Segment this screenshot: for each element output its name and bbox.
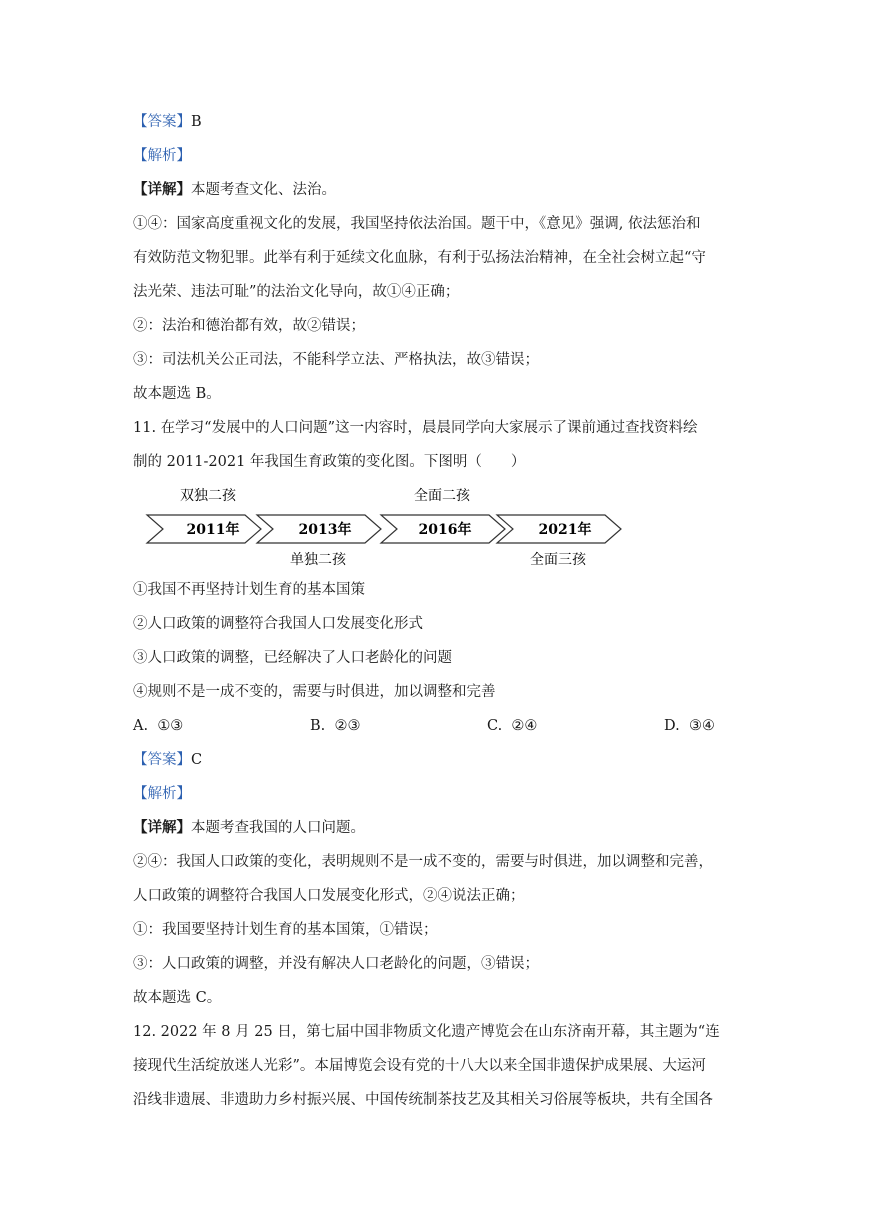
q10-detail-text-4: ②：法治和德治都有效，故②错误； <box>133 318 365 334</box>
option-a-text: ①③ <box>157 718 184 734</box>
q10-detail-text-2: 有效防范文物犯罪。此举有利于延续文化血脉，有利于弘扬法治精神，在全社会树立起“守 <box>133 250 706 266</box>
q11-stem-2: 制的 2011-2021 年我国生育政策的变化图。下图明（ ） <box>133 454 526 470</box>
q11-statement-1: ①我国不再坚持计划生育的基本国策 <box>133 582 365 598</box>
q10-detail-text-3: 法光荣、违法可耻”的法治文化导向，故①④正确； <box>133 284 460 300</box>
q11-detail-text-2: 人口政策的调整符合我国人口发展变化形式，②④说法正确； <box>133 888 525 904</box>
q11-conclusion: 故本题选 C。 <box>133 990 222 1006</box>
answer-tag: 【答案】 <box>133 752 191 768</box>
year-2016: 2016年 <box>418 522 472 538</box>
option-c-text: ②④ <box>511 718 538 734</box>
q11-detail-text-4: ③：人口政策的调整，并没有解决人口老龄化的问题，③错误； <box>133 956 539 972</box>
q11-detail-line <box>133 818 365 838</box>
q10-answer-line <box>133 112 202 132</box>
detail-tag: 【详解】 <box>133 819 191 836</box>
label-single-only-second-child: 单独二孩 <box>290 552 346 568</box>
option-c-label: C. <box>487 718 503 734</box>
q11-statement-4: ④规则不是一成不变的，需要与时俱进，加以调整和完善 <box>133 684 496 700</box>
q11-stem-1: 11. 在学习“发展中的人口问题”这一内容时，晨晨同学向大家展示了课前通过查找资料绘 <box>133 420 698 436</box>
label-universal-second-child: 全面二孩 <box>414 488 470 504</box>
year-2011: 2011年 <box>186 522 240 538</box>
year-2021: 2021年 <box>538 522 592 538</box>
answer-value: B <box>191 114 202 130</box>
q10-detail-text-1: ①④：国家高度重视文化的发展，我国坚持依法治国。题干中，《意见》强调, 依法惩治和 <box>133 216 701 232</box>
q12-stem-2: 接现代生活绽放迷人光彩”。本届博览会设有党的十八大以来全国非遗保护成果展、大运河 <box>133 1058 706 1074</box>
q10-analysis-tag <box>133 146 191 166</box>
q11-statement-3: ③人口政策的调整，已经解决了人口老龄化的问题 <box>133 650 452 666</box>
option-b-label: B. <box>310 718 326 734</box>
q11-statement-2: ②人口政策的调整符合我国人口发展变化形式 <box>133 616 423 632</box>
q12-stem-1: 12. 2022 年 8 月 25 日，第七届中国非物质文化遗产博览会在山东济南开幕，其主题为“连 <box>133 1024 720 1040</box>
option-b <box>310 716 360 736</box>
birth-policy-timeline <box>145 484 625 570</box>
detail-tag: 【详解】 <box>133 181 191 198</box>
option-d-label: D. <box>664 718 680 734</box>
answer-tag: 【答案】 <box>133 114 191 130</box>
option-b-text: ②③ <box>334 718 361 734</box>
label-universal-third-child: 全面三孩 <box>530 552 586 568</box>
option-d-text: ③④ <box>688 718 715 734</box>
q10-detail-text-5: ③：司法机关公正司法，不能科学立法、严格执法，故③错误； <box>133 352 539 368</box>
year-2013: 2013年 <box>298 522 352 538</box>
option-d <box>664 716 715 736</box>
option-a-label: A. <box>133 718 149 734</box>
option-c <box>487 716 537 736</box>
q11-analysis-tag <box>133 784 191 804</box>
label-dual-only-second-child: 双独二孩 <box>180 488 236 504</box>
q10-conclusion: 故本题选 B。 <box>133 386 221 402</box>
detail-intro: 本题考查我国的人口问题。 <box>191 820 365 836</box>
answer-value: C <box>191 752 203 768</box>
q12-stem-3: 沿线非遗展、非遗助力乡村振兴展、中国传统制茶技艺及其相关习俗展等板块，共有全国各 <box>133 1092 713 1108</box>
q11-detail-text-1: ②④：我国人口政策的变化，表明规则不是一成不变的，需要与时俱进，加以调整和完善， <box>133 854 713 870</box>
q10-detail-line <box>133 180 336 200</box>
detail-intro: 本题考查文化、法治。 <box>191 182 336 198</box>
option-a <box>133 716 183 736</box>
analysis-tag: 【解析】 <box>133 148 191 164</box>
analysis-tag: 【解析】 <box>133 786 191 802</box>
q11-detail-text-3: ①：我国要坚持计划生育的基本国策，①错误； <box>133 922 438 938</box>
q11-answer-line <box>133 750 202 770</box>
